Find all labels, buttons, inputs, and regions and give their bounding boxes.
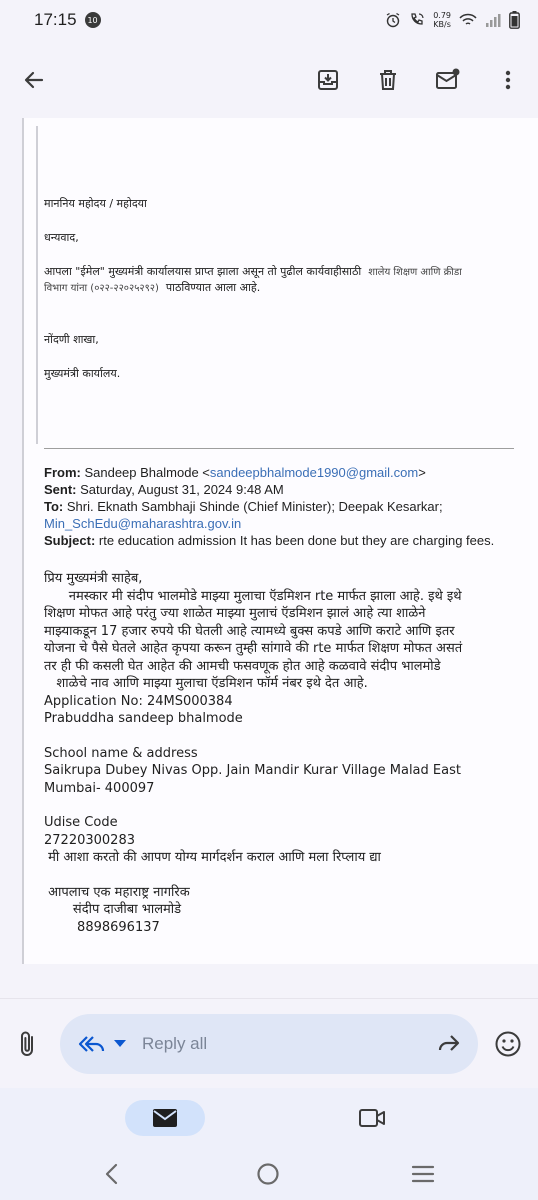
quoted-message-c: पाठविण्यात आला आहे. (165, 281, 261, 294)
quoted-message-a: आपला "ईमेल" मुख्यमंत्री कार्यालयास प्राप्त झाला असून तो पुढील कार्यवाहीसाठी (44, 265, 362, 278)
quoted-message-b: विभाग यांना (०२२-२२०२५२९२) (44, 283, 159, 294)
signature-line-2: संदीप दाजीबा भालमोडे (44, 902, 182, 917)
status-icons (385, 11, 520, 29)
quoted-office: मुख्यमंत्री कार्यालय. (44, 367, 121, 380)
message-text (44, 570, 524, 936)
wifi-icon (459, 13, 477, 27)
forward-icon (436, 1030, 462, 1056)
school-address-line-2: Mumbai- 400097 (44, 780, 155, 796)
wifi-call-icon (409, 12, 425, 28)
to-value: Shri. Eknath Sambhaji Shinde (Chief Minister); Deepak Kesarkar; (66, 499, 443, 514)
network-speed (433, 11, 451, 29)
udise-value: 27220300283 (44, 832, 135, 848)
trash-icon (376, 68, 400, 92)
forwarded-headers (44, 464, 530, 549)
reply-bar[interactable] (60, 1014, 478, 1074)
caret-down-icon[interactable] (114, 1040, 126, 1048)
signal-icon (485, 13, 501, 27)
hope-line: मी आशा करतो की आपण योग्य मार्गदर्शन कराल आणि मला रिप्लाय द्या (44, 850, 381, 865)
quoted-message (44, 264, 530, 296)
arrow-left-icon (22, 68, 46, 92)
system-recents-button[interactable] (410, 1162, 436, 1190)
subject-value: rte education admission It has been done but they are charging fees. (98, 533, 495, 548)
paperclip-icon (16, 1029, 40, 1059)
quote-bar-outer (22, 118, 24, 964)
archive-button[interactable] (312, 64, 344, 96)
forward-button[interactable] (436, 1030, 462, 1060)
chevron-left-icon (100, 1162, 124, 1186)
application-number: Application No: 24MS000384 (44, 693, 233, 709)
email-toolbar (0, 50, 538, 110)
quoted-salutation: माननिय महोदय / महोदया (44, 197, 147, 210)
tab-meet[interactable] (352, 1102, 392, 1134)
notification-badge: 10 (85, 12, 101, 28)
back-button[interactable] (18, 64, 50, 96)
from-label: From: (44, 465, 81, 480)
quote-bar-inner (36, 126, 38, 444)
child-name: Prabuddha sandeep bhalmode (44, 711, 243, 726)
home-circle-icon (256, 1162, 280, 1186)
subject-line (44, 532, 530, 549)
paragraph-line-1: नमस्कार मी संदीप भालमोडे माझ्या मुलाचा ऍडमिशन rte मार्फत झाला आहे. इथे इथे (44, 588, 462, 604)
email-body (22, 118, 538, 964)
emoji-button[interactable] (492, 1028, 524, 1060)
from-line (44, 464, 530, 481)
divider (44, 448, 514, 449)
from-email-link[interactable]: sandeepbhalmode1990@gmail.com (209, 465, 419, 480)
quoted-section: नोंदणी शाखा, (44, 333, 99, 346)
bottom-separator (0, 998, 538, 999)
system-home-button[interactable] (256, 1162, 280, 1190)
quoted-department: शालेय शिक्षण आणि क्रीडा (368, 267, 462, 278)
toolbar-actions (312, 64, 524, 96)
udise-label: Udise Code (44, 815, 118, 830)
alarm-icon (385, 12, 401, 28)
battery-icon (509, 11, 520, 29)
paragraph-line-6: शाळेचे नाव आणि माझ्या मुलाचा ऍडमिशन फॉर्म नंबर इथे देत आहे. (44, 676, 368, 691)
subject-label: Subject: (44, 533, 96, 548)
network-speed-value: 0.79 (433, 11, 451, 20)
signature-phone: 8898696137 (44, 919, 160, 935)
reply-placeholder[interactable]: Reply all (142, 1034, 208, 1053)
mail-unread-icon (435, 68, 461, 92)
status-time: 17:15 (34, 10, 77, 29)
tab-mail[interactable] (125, 1100, 205, 1136)
network-speed-unit: KB/s (433, 20, 451, 29)
reply-all-icon (78, 1033, 106, 1055)
school-address-line-1: Saikrupa Dubey Nivas Opp. Jain Mandir Kurar Village Malad East (44, 763, 461, 778)
emoji-icon (494, 1030, 522, 1058)
to-email-link[interactable]: Min_SchEdu@maharashtra.gov.in (44, 516, 242, 531)
archive-icon (316, 68, 340, 92)
quoted-reply (44, 196, 530, 400)
status-bar (0, 0, 538, 40)
signature-line-1: आपलाच एक महाराष्ट्र नागरिक (44, 884, 190, 900)
sent-line (44, 481, 530, 498)
quoted-thanks: धन्यवाद, (44, 231, 79, 244)
from-name: Sandeep Bhalmode < (84, 465, 210, 480)
mail-icon (152, 1108, 178, 1128)
video-camera-icon (358, 1107, 386, 1129)
mark-unread-button[interactable] (432, 64, 464, 96)
greeting: प्रिय मुख्यमंत्री साहेब, (44, 571, 143, 586)
system-back-button[interactable] (100, 1162, 124, 1190)
system-navigation (0, 1158, 538, 1192)
sent-value: Saturday, August 31, 2024 9:48 AM (80, 482, 284, 497)
paragraph-line-3: माझ्याकडून 17 हजार रुपये फी घेतली आहे त्यामध्ये बुक्स कपडे आणि कराटे आणि इतर (44, 623, 455, 639)
to-line (44, 498, 530, 532)
to-label: To: (44, 499, 64, 514)
sent-label: Sent: (44, 482, 77, 497)
more-vertical-icon (504, 68, 512, 92)
from-close: > (418, 465, 426, 480)
bottom-navigation (0, 1088, 538, 1200)
paragraph-line-5: तर ही फी कसली घेत आहेत की आमची फसवणूक होत आहे कळवावे संदीप भालमोडे (44, 658, 441, 674)
school-label: School name & address (44, 745, 198, 761)
delete-button[interactable] (372, 64, 404, 96)
menu-lines-icon (410, 1162, 436, 1186)
more-options-button[interactable] (492, 64, 524, 96)
paragraph-line-2: शिक्षण मोफत आहे परंतु ज्या शाळेत माझ्या मुलाचं ऍडमिशन झालं आहे त्या शाळेने (44, 606, 426, 621)
attach-button[interactable] (12, 1028, 44, 1060)
paragraph-line-4: योजना चे पैसे घेतले आहेत कृपया करून तुम्ही सांगावे की rte मार्फत शिक्षण मोफत असतं (44, 641, 463, 656)
